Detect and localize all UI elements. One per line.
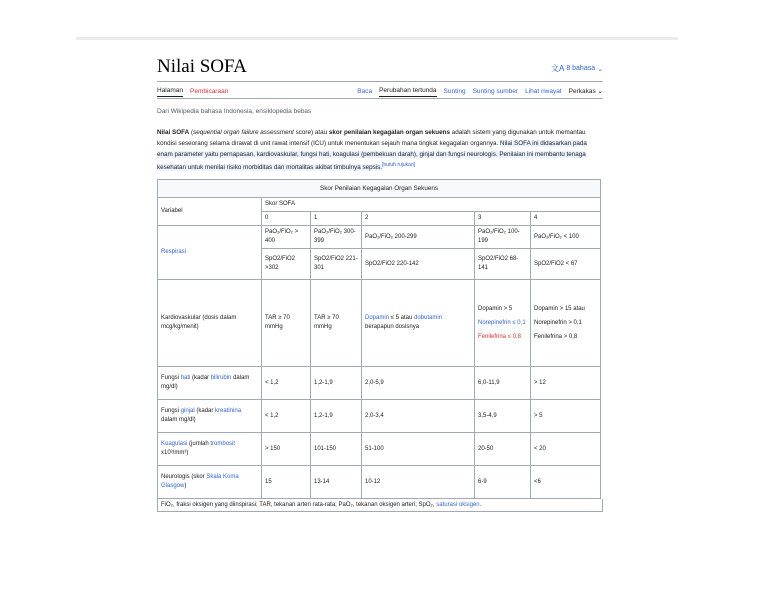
- table-cell: PaO₂/FiO₂ 300-399: [311, 226, 362, 249]
- saturasi-link[interactable]: saturasi oksigen: [436, 502, 480, 509]
- language-button[interactable]: [551, 63, 603, 74]
- citation-needed[interactable]: [butuh rujukan]: [382, 162, 416, 168]
- footnote-end: .: [479, 502, 482, 509]
- table-cell: SpO2/FiO2 221-301: [311, 249, 362, 280]
- intro-bold: Nilai SOFA: [157, 129, 190, 136]
- label-text: x10³/mm³): [161, 450, 189, 457]
- bilirubin-link[interactable]: bilirubin: [210, 375, 232, 382]
- table-cell: 13-14: [311, 466, 362, 499]
- page-title: Nilai SOFA: [157, 56, 247, 77]
- title-row: [157, 52, 603, 82]
- chevron-down-icon: ⌄: [597, 88, 603, 95]
- table-cell: > 5: [531, 400, 601, 433]
- table-cell: 6,0-11,9: [475, 367, 531, 400]
- table-cell: < 1,2: [262, 400, 311, 433]
- header-score-0: 0: [262, 212, 311, 226]
- tab-baca[interactable]: Baca: [357, 87, 373, 95]
- intro-paren-close: score): [293, 129, 314, 136]
- table-cell: < 20: [531, 433, 601, 466]
- tab-lihat-riwayat[interactable]: Lihat riwayat: [525, 87, 562, 95]
- table-cell: [531, 280, 601, 367]
- tab-perubahan-tertunda[interactable]: Perubahan tertunda: [379, 85, 436, 97]
- liver-label: [158, 367, 262, 400]
- table-cell: 1,2-1,9: [311, 400, 362, 433]
- tab-sunting[interactable]: Sunting: [443, 87, 466, 95]
- table-cell: 1,2-1,9: [311, 367, 362, 400]
- dobutamin-link[interactable]: dobutamin: [414, 315, 443, 322]
- intro-text-2: adalah sistem yang digunakan untuk memantau kondisi seseorang selama dirawat di unit rawat intensif (ICU) untuk menentukan sejauh mana tingkat kegagalan organnya.: [157, 129, 586, 147]
- table-row: [158, 367, 601, 400]
- table-footnote: [157, 499, 603, 512]
- table-cell: <6: [531, 466, 601, 499]
- table-caption: Skor Penilaian Kegagalan Organ Sekuens: [157, 179, 601, 197]
- table-cell: [475, 280, 531, 367]
- footnote-text: FiO₂, fraksi oksigen yang diinspirasi; TAR, tekanan arteri rata-rata; PaO₂, tekanan oksigen arteri; SpO₂,: [161, 502, 437, 509]
- intro-paren-open: (: [189, 129, 194, 136]
- fenilefrina-link[interactable]: Fenilefrina ≤ 0,8: [478, 333, 521, 340]
- header-score-3: 3: [475, 212, 531, 226]
- table-cell: TAR ≥ 70 mmHg: [262, 280, 311, 367]
- table-cell: 51-100: [362, 433, 475, 466]
- glasgow-link[interactable]: Skala Koma Glasgow: [161, 474, 239, 490]
- table-cell: 6-9: [475, 466, 531, 499]
- table-cell: > 150: [262, 433, 311, 466]
- browser-top-strip: [76, 37, 678, 40]
- table-row: [158, 226, 601, 249]
- kreatinina-link[interactable]: kreatinina: [215, 408, 242, 415]
- tools-menu[interactable]: [569, 85, 603, 97]
- intro-bold-2: skor penilaian kegagalan organ sekuens: [328, 129, 450, 136]
- table-cell: 20-50: [475, 433, 531, 466]
- tabs-row: [157, 84, 603, 99]
- table-cell: 2,0-5,9: [362, 367, 475, 400]
- intro-highlight: Nilai SOFA ini didasarkan pada enam parameter yaitu pernapasan, kardiovaskular, fungsi hati, koagulasi (pembekuan darah), ginjal dan fungsi neurologis. Penilaian ini membantu tenaga kesehatan untuk menilai risiko morbiditas dan mortalitas akibat timbulnya sepsis.: [157, 140, 587, 172]
- hati-link[interactable]: hati: [180, 375, 191, 382]
- intro-text-1: atau: [313, 129, 329, 136]
- intro-paragraph: [157, 127, 603, 173]
- table-cell: TAR ≥ 70 mmHg: [311, 280, 362, 367]
- label-text: dalam mg/dl): [161, 375, 250, 391]
- translate-icon: 文A: [550, 64, 565, 73]
- label-text: (kadar: [190, 375, 211, 382]
- table-cell: SpO2/FiO2 < 67: [531, 249, 601, 280]
- article: [157, 52, 603, 512]
- table-cell: SpO2/FiO2 68-141: [475, 249, 531, 280]
- table-cell: 3,5-4,9: [475, 400, 531, 433]
- cardio-label: Kardiovaskular (dosis dalam mcg/kg/menit): [158, 280, 262, 367]
- norepinefrin-link[interactable]: Norepinefrin ≤ 0,1: [478, 319, 526, 326]
- label-text: (jumlah: [187, 441, 211, 448]
- table-cell: PaO₂/FiO₂ > 400: [262, 226, 311, 249]
- label-text: Fungsi: [161, 408, 181, 415]
- header-variabel: Variabel: [158, 198, 262, 226]
- header-score-1: 1: [311, 212, 362, 226]
- cardio-line: Fenilefrina > 0,8: [534, 333, 578, 340]
- tools-label: Perkakas: [568, 88, 596, 95]
- table-row: [158, 433, 601, 466]
- table-cell: 15: [262, 466, 311, 499]
- label-text: ): [184, 483, 187, 490]
- site-subtitle: Dari Wikipedia bahasa Indonesia, ensiklopedia bebas: [157, 108, 312, 115]
- sofa-table: [157, 179, 601, 499]
- kidney-label: [158, 400, 262, 433]
- tab-sunting-sumber[interactable]: Sunting sumber: [472, 87, 519, 95]
- table-cell: 2,0-3,4: [362, 400, 475, 433]
- trombosit-link[interactable]: trombosit: [210, 441, 236, 448]
- table-cell: PaO₂/FiO₂ 100-199: [475, 226, 531, 249]
- header-score-2: 2: [362, 212, 475, 226]
- cardio-text: berapapun dosisnya: [365, 324, 420, 331]
- tab-pembicaraan[interactable]: Pembicaraan: [190, 87, 229, 95]
- cardio-text: ≤ 5 atau: [389, 315, 414, 322]
- neuro-label: [158, 466, 262, 499]
- dopamin-link[interactable]: Dopamin: [365, 315, 390, 322]
- chevron-down-icon: ⌄: [597, 65, 603, 73]
- header-score-4: 4: [531, 212, 601, 226]
- label-text: Fungsi: [161, 375, 181, 382]
- table-row: [158, 400, 601, 433]
- table-cell: [362, 280, 475, 367]
- table-cell: PaO₂/FiO₂ < 100: [531, 226, 601, 249]
- label-text: dalam mg/dl): [161, 417, 196, 424]
- language-label: 8 bahasa: [566, 65, 596, 72]
- label-text: (kadar: [194, 408, 216, 415]
- table-cell: > 12: [531, 367, 601, 400]
- table-cell: PaO₂/FiO₂ 200-299: [362, 226, 475, 249]
- table-row: [158, 280, 601, 367]
- cardio-line: Norepinefrin > 0,1: [534, 319, 582, 326]
- table-row: [158, 466, 601, 499]
- cardio-line: Dopamin > 5: [478, 305, 513, 312]
- respirasi-link[interactable]: Respirasi: [161, 249, 187, 256]
- table-cell: 101-150: [311, 433, 362, 466]
- table-cell: 10-12: [362, 466, 475, 499]
- table-cell: < 1,2: [262, 367, 311, 400]
- cardio-line: Dopamin > 15 atau: [534, 305, 585, 312]
- table-cell: SpO2/FiO2 220-142: [362, 249, 475, 280]
- ginjal-link[interactable]: ginjal: [180, 408, 195, 415]
- coag-label: [158, 433, 262, 466]
- header-skor: Skor SOFA: [262, 198, 601, 212]
- intro-italic: sequential organ failure assessment: [193, 129, 294, 136]
- tab-halaman[interactable]: Halaman: [157, 85, 183, 97]
- koagulasi-link[interactable]: Koagulasi: [161, 441, 188, 448]
- table-cell: SpO2/FiO2 >302: [262, 249, 311, 280]
- label-text: Neurologis (skor: [161, 474, 207, 481]
